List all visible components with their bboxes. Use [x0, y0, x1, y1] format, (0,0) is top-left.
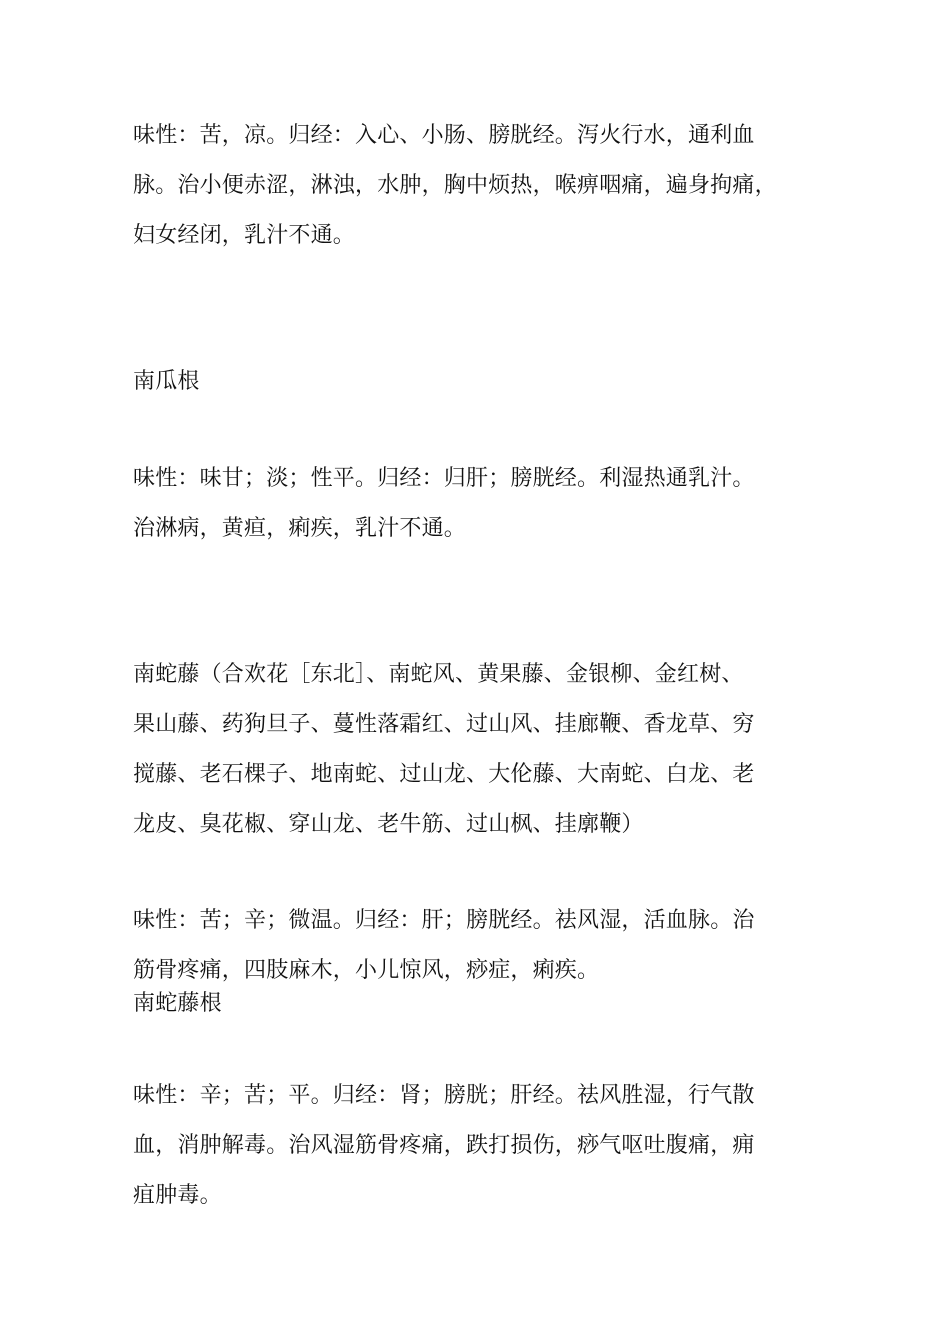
text-line: 味性：苦；辛；微温。归经：肝；膀胱经。祛风湿，活血脉。治 — [133, 908, 755, 933]
text-line: 疽肿毒。 — [133, 1183, 222, 1208]
heading-text: 果山藤、药狗旦子、蔓性落霜红、过山风、挂廊鞭、香龙草、穷 — [133, 712, 755, 737]
heading-text: 南蛇藤根 — [133, 991, 222, 1016]
text-line: 味性：辛；苦；平。归经：肾；膀胱；肝经。祛风胜湿，行气散 — [133, 1083, 755, 1108]
text-line: 妇女经闭，乳汁不通。 — [133, 223, 356, 248]
heading-text: 搅藤、老石棵子、地南蛇、过山龙、大伦藤、大南蛇、白龙、老 — [133, 762, 755, 787]
text-line: 治淋病，黄疸，痢疾，乳汁不通。 — [133, 516, 467, 541]
text-line: 脉。治小便赤涩，淋浊，水肿，胸中烦热，喉痹咽痛，遍身拘痛， — [133, 173, 777, 198]
text-line: 血，消肿解毒。治风湿筋骨疼痛，跌打损伤，痧气呕吐腹痛，痈 — [133, 1133, 755, 1158]
text-line: 筋骨疼痛，四肢麻木，小儿惊风，痧症，痢疾。 — [133, 958, 600, 983]
text-line: 味性：苦，凉。归经：入心、小肠、膀胱经。泻火行水，通利血 — [133, 123, 755, 148]
heading-text: 南瓜根 — [133, 369, 200, 394]
heading-text: 龙皮、臭花椒、穿山龙、老牛筋、过山枫、挂廓鞭） — [133, 812, 644, 837]
text-line: 味性：味甘；淡；性平。归经：归肝；膀胱经。利湿热通乳汁。 — [133, 466, 755, 491]
heading-text: 南蛇藤（合欢花［东北］、南蛇风、黄果藤、金银柳、金红树、 — [133, 662, 744, 687]
